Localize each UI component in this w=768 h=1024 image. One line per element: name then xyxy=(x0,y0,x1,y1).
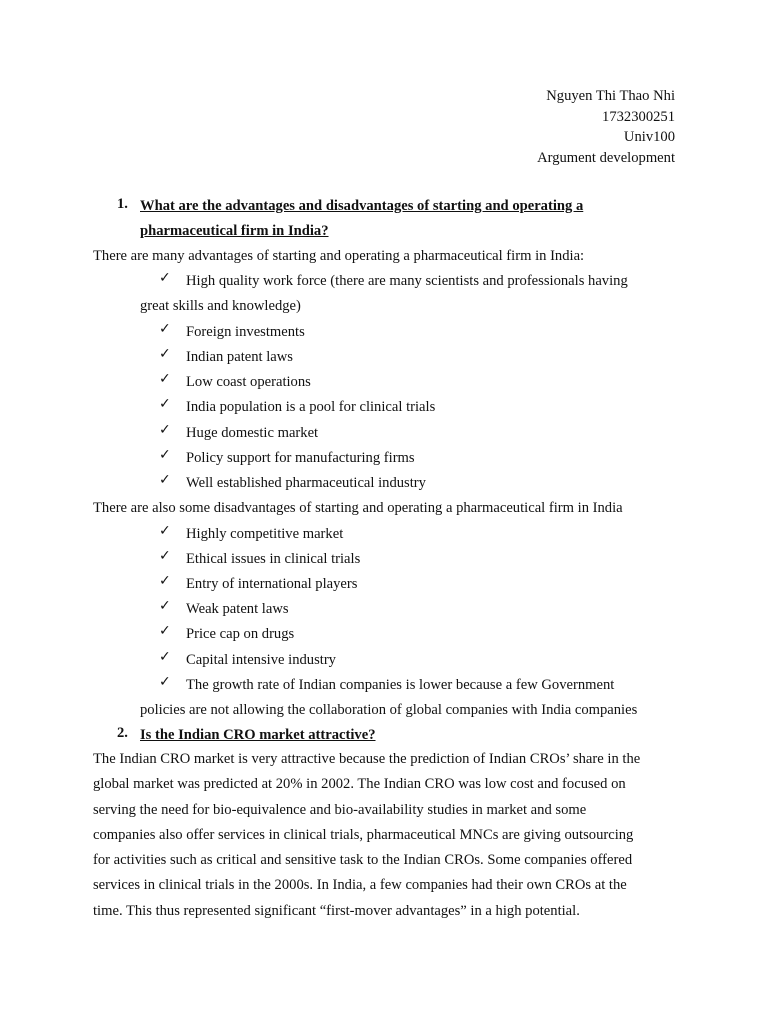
question-1-title-line-2: pharmaceutical firm in India? xyxy=(140,223,329,239)
advantage-item: India population is a pool for clinical trials xyxy=(186,399,436,415)
advantage-item: Well established pharmaceutical industry xyxy=(186,475,426,491)
check-mark-icon: ✓ xyxy=(159,321,171,337)
check-mark-icon: ✓ xyxy=(159,371,171,387)
disadvantage-item: The growth rate of Indian companies is lower because a few Government xyxy=(186,677,615,693)
disadvantage-item: Ethical issues in clinical trials xyxy=(186,551,361,567)
course-code: Univ100 xyxy=(623,129,675,145)
paragraph-line: global market was predicted at 20% in 2002. The Indian CRO was low cost and focused on xyxy=(93,776,626,793)
check-mark-icon: ✓ xyxy=(159,623,171,639)
paragraph-line: serving the need for bio-equivalence and bio-availability studies in market and some xyxy=(93,801,587,818)
paragraph-line: services in clinical trials in the 2000s. In India, a few companies had their own CROs at the xyxy=(93,877,627,894)
question-2-number: 2. xyxy=(117,725,128,741)
question-1-title-line-1: What are the advantages and disadvantages of starting and operating a xyxy=(140,198,584,214)
author-header xyxy=(537,86,675,168)
check-mark-icon: ✓ xyxy=(159,270,171,286)
question-2-title: Is the Indian CRO market attractive? xyxy=(140,727,376,743)
disadvantage-item-continuation: policies are not allowing the collaboration of global companies with India companies xyxy=(140,702,638,718)
check-mark-icon: ✓ xyxy=(159,573,171,589)
paragraph-line: The Indian CRO market is very attractive because the prediction of Indian CROs’ share in the xyxy=(93,751,641,767)
check-mark-icon: ✓ xyxy=(159,649,171,665)
check-mark-icon: ✓ xyxy=(159,447,171,463)
check-mark-icon: ✓ xyxy=(159,396,171,412)
disadvantages-intro: There are also some disadvantages of starting and operating a pharmaceutical firm in India xyxy=(93,500,623,516)
paragraph-line: companies also offer services in clinical trials, pharmaceutical MNCs are giving outsourcing xyxy=(93,826,634,843)
advantage-item: Huge domestic market xyxy=(186,425,319,441)
question-1-number: 1. xyxy=(117,196,128,212)
paragraph-line: for activities such as critical and sensitive task to the Indian CROs. Some companies offered xyxy=(93,852,633,869)
check-mark-icon: ✓ xyxy=(159,472,171,488)
disadvantage-item: Weak patent laws xyxy=(186,601,289,617)
check-mark-icon: ✓ xyxy=(159,598,171,614)
advantage-item: High quality work force (there are many scientists and professionals having xyxy=(186,273,628,289)
author-name: Nguyen Thi Thao Nhi xyxy=(546,88,675,104)
student-id: 1732300251 xyxy=(602,108,675,125)
check-mark-icon: ✓ xyxy=(159,548,171,564)
advantage-item-continuation: great skills and knowledge) xyxy=(140,298,301,314)
check-mark-icon: ✓ xyxy=(159,523,171,539)
check-mark-icon: ✓ xyxy=(159,346,171,362)
advantage-item: Indian patent laws xyxy=(186,349,293,365)
paragraph-line: time. This thus represented significant “first-mover advantages” in a high potential. xyxy=(93,902,580,919)
advantage-item: Foreign investments xyxy=(186,324,305,340)
disadvantage-item: Capital intensive industry xyxy=(186,652,336,668)
advantage-item: Low coast operations xyxy=(186,374,311,390)
check-mark-icon: ✓ xyxy=(159,674,171,690)
disadvantage-item: Entry of international players xyxy=(186,576,358,592)
disadvantage-item: Highly competitive market xyxy=(186,526,344,542)
assignment-title: Argument development xyxy=(537,149,675,166)
question-2-paragraph xyxy=(93,747,683,924)
check-mark-icon: ✓ xyxy=(159,422,171,438)
advantage-item: Policy support for manufacturing firms xyxy=(186,450,415,466)
advantages-intro: There are many advantages of starting and operating a pharmaceutical firm in India: xyxy=(93,248,585,264)
disadvantage-item: Price cap on drugs xyxy=(186,626,295,642)
